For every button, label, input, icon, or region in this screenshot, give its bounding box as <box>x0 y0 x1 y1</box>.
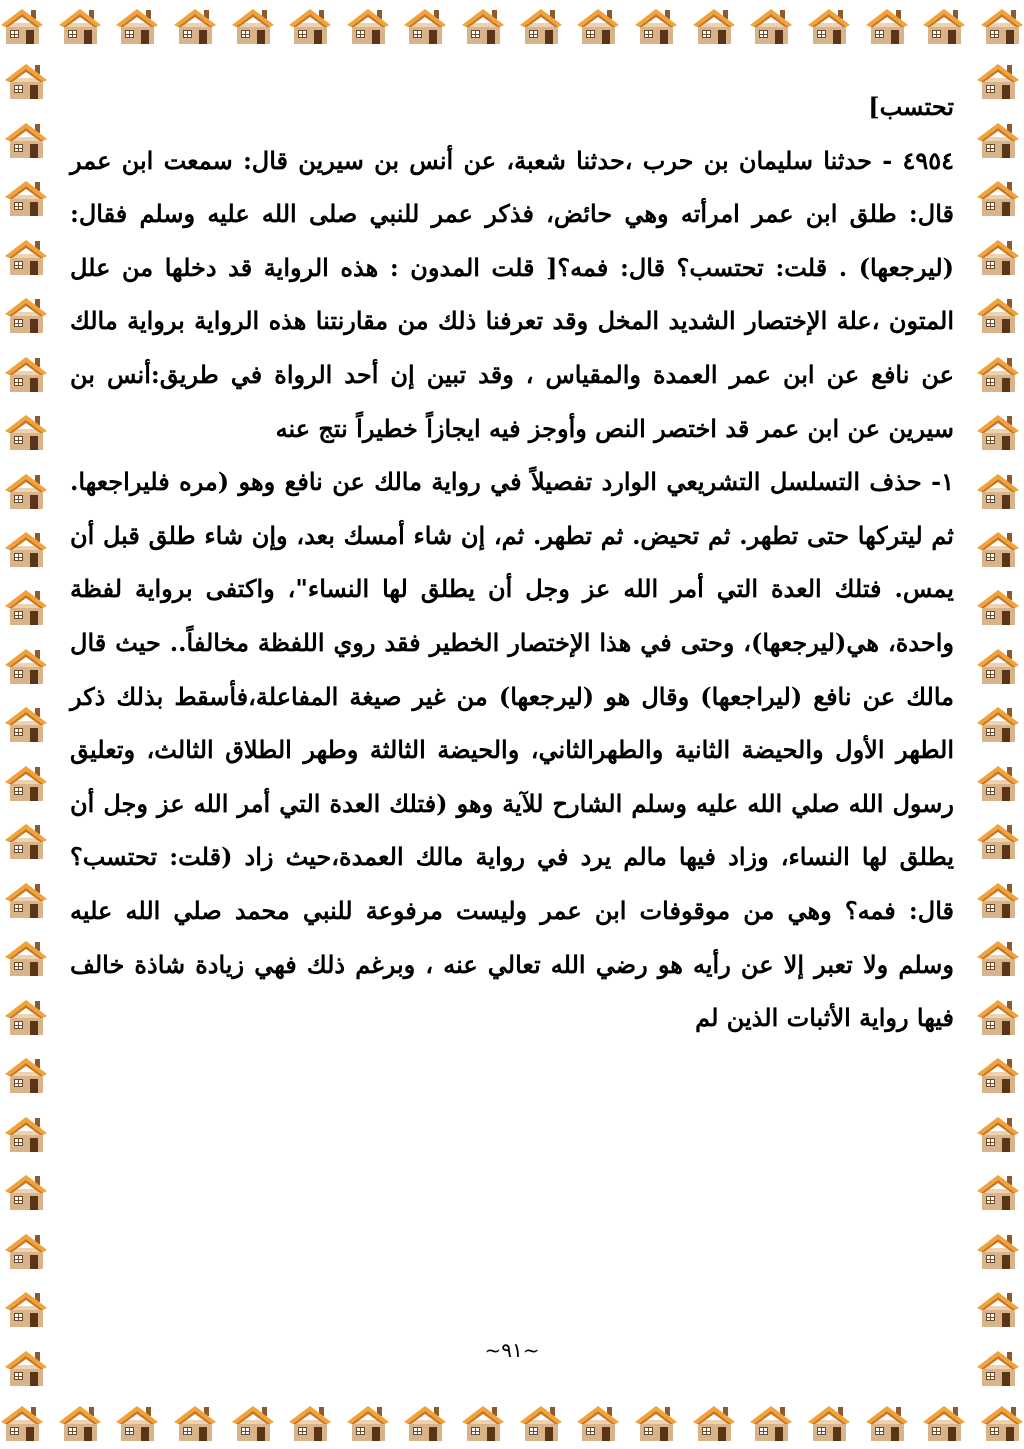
house-icon <box>58 1403 102 1443</box>
house-icon <box>576 1403 620 1443</box>
house-icon <box>4 1114 48 1154</box>
house-icon <box>4 763 48 803</box>
house-icon <box>807 1403 851 1443</box>
border-left <box>0 52 52 1397</box>
page-text <box>70 80 954 1045</box>
house-icon <box>976 1172 1020 1212</box>
house-icon <box>4 587 48 627</box>
house-icon <box>346 6 390 46</box>
house-icon <box>4 178 48 218</box>
house-icon <box>749 6 793 46</box>
house-icon <box>980 6 1024 46</box>
house-icon <box>115 1403 159 1443</box>
house-icon <box>519 1403 563 1443</box>
house-icon <box>976 821 1020 861</box>
house-icon <box>865 1403 909 1443</box>
house-icon <box>4 880 48 920</box>
house-icon <box>976 1231 1020 1271</box>
house-icon <box>4 529 48 569</box>
house-icon <box>0 6 44 46</box>
house-icon <box>403 6 447 46</box>
house-icon <box>346 1403 390 1443</box>
border-top <box>0 0 1024 52</box>
page-number: ~٩١~ <box>484 1338 540 1362</box>
border-right <box>972 52 1024 1397</box>
house-icon <box>976 938 1020 978</box>
house-icon <box>403 1403 447 1443</box>
house-icon <box>976 704 1020 744</box>
house-icon <box>865 6 909 46</box>
house-icon <box>976 1055 1020 1095</box>
house-icon <box>4 704 48 744</box>
paragraph-point-1: ١- حذف التسلسل التشريعي الوارد تفصيلاً في رواية مالك عن نافع وهو (مره فليراجعها. ثم ليتركها حتى تطهر. ثم تحيض. ثم تطهر. ثم، إن شاء أمسك بعد، وإن شاء طلق قبل أن يمس. فتلك العدة التي أمر الله عز وجل أن يطلق لها النساء"، واكتفى برواية لفظة واحدة، هي(ليرجعها)، وحتى في هذا الإختصار الخطير فقد روي اللفظة مخالفاً.. حيث قال مالك عن نافع (ليراجعها) وقال هو (ليرجعها) من غير صيغة المفاعلة،فأسقط بذلك ذكر الطهر الأول والحيضة الثانية والطهرالثاني، والحيضة الثالثة وطهر الطلاق الثالث، وتعليق رسول الله صلي الله عليه وسلم الشارح للآية وهو (فتلك العدة التي أمر الله عز وجل أن يطلق لها النساء، وزاد فيها مالم يرد في رواية مالك العمدة،حيث زاد (قلت: تحتسب؟ قال: فمه؟ وهي من موقوفات ابن عمر وليست مرفوعة للنبي محمد صلي الله عليه وسلم ولا تعبر إلا عن رأيه هو رضي الله تعالي عنه ، وبرغم ذلك فهي زيادة شاذة خالف فيها رواية الأثبات الذين لم <box>70 467 954 1033</box>
house-icon <box>922 6 966 46</box>
house-icon <box>976 354 1020 394</box>
house-icon <box>976 646 1020 686</box>
house-icon <box>692 6 736 46</box>
house-icon <box>231 1403 275 1443</box>
house-icon <box>173 1403 217 1443</box>
house-icon <box>4 1231 48 1271</box>
house-icon <box>692 1403 736 1443</box>
house-icon <box>4 1289 48 1329</box>
house-icon <box>976 1289 1020 1329</box>
house-icon <box>634 6 678 46</box>
house-icon <box>4 354 48 394</box>
house-icon <box>980 1403 1024 1443</box>
house-icon <box>0 1403 44 1443</box>
house-icon <box>4 821 48 861</box>
house-icon <box>4 295 48 335</box>
house-icon <box>976 295 1020 335</box>
house-icon <box>288 6 332 46</box>
house-icon <box>519 6 563 46</box>
house-icon <box>4 237 48 277</box>
house-icon <box>4 938 48 978</box>
house-icon <box>461 1403 505 1443</box>
house-icon <box>4 646 48 686</box>
house-icon <box>807 6 851 46</box>
house-icon <box>922 1403 966 1443</box>
house-icon <box>115 6 159 46</box>
house-icon <box>58 6 102 46</box>
house-icon <box>976 412 1020 452</box>
house-icon <box>4 61 48 101</box>
house-icon <box>4 997 48 1037</box>
house-icon <box>749 1403 793 1443</box>
paragraph-heading: تحتسب] <box>868 92 954 121</box>
house-icon <box>976 880 1020 920</box>
house-icon <box>288 1403 332 1443</box>
house-icon <box>976 120 1020 160</box>
house-icon <box>634 1403 678 1443</box>
house-icon <box>4 120 48 160</box>
house-icon <box>976 61 1020 101</box>
house-icon <box>976 1114 1020 1154</box>
house-icon <box>4 1055 48 1095</box>
house-icon <box>976 178 1020 218</box>
house-icon <box>4 412 48 452</box>
house-icon <box>976 471 1020 511</box>
house-icon <box>231 6 275 46</box>
house-icon <box>976 587 1020 627</box>
house-icon <box>976 763 1020 803</box>
house-icon <box>461 6 505 46</box>
house-icon <box>4 471 48 511</box>
paragraph-hadith: ٤٩٥٤ - حدثنا سليمان بن حرب ،حدثنا شعبة، عن أنس بن سيرين قال: سمعت ابن عمر قال: طلق ابن عمر امرأته وهي حائض، فذكر عمر للنبي صلى الله عليه وسلم فقال: (ليرجعها) . قلت: تحتسب؟ قال: فمه؟[ قلت المدون : هذه الرواية قد دخلها من علل المتون ،علة الإختصار الشديد المخل وقد تعرفنا ذلك من مقارنتنا هذه الرواية برواية مالك عن نافع عن ابن عمر العمدة والمقياس ، وقد تبين إن أحد الرواة في طريق:أنس بن سيرين عن ابن عمر قد اختصر النص وأوجز فيه ايجازاً خطيراً نتج عنه <box>70 145 955 443</box>
house-icon <box>976 997 1020 1037</box>
house-icon <box>4 1172 48 1212</box>
house-icon <box>576 6 620 46</box>
border-bottom <box>0 1397 1024 1449</box>
house-icon <box>976 237 1020 277</box>
house-icon <box>173 6 217 46</box>
house-icon <box>976 529 1020 569</box>
